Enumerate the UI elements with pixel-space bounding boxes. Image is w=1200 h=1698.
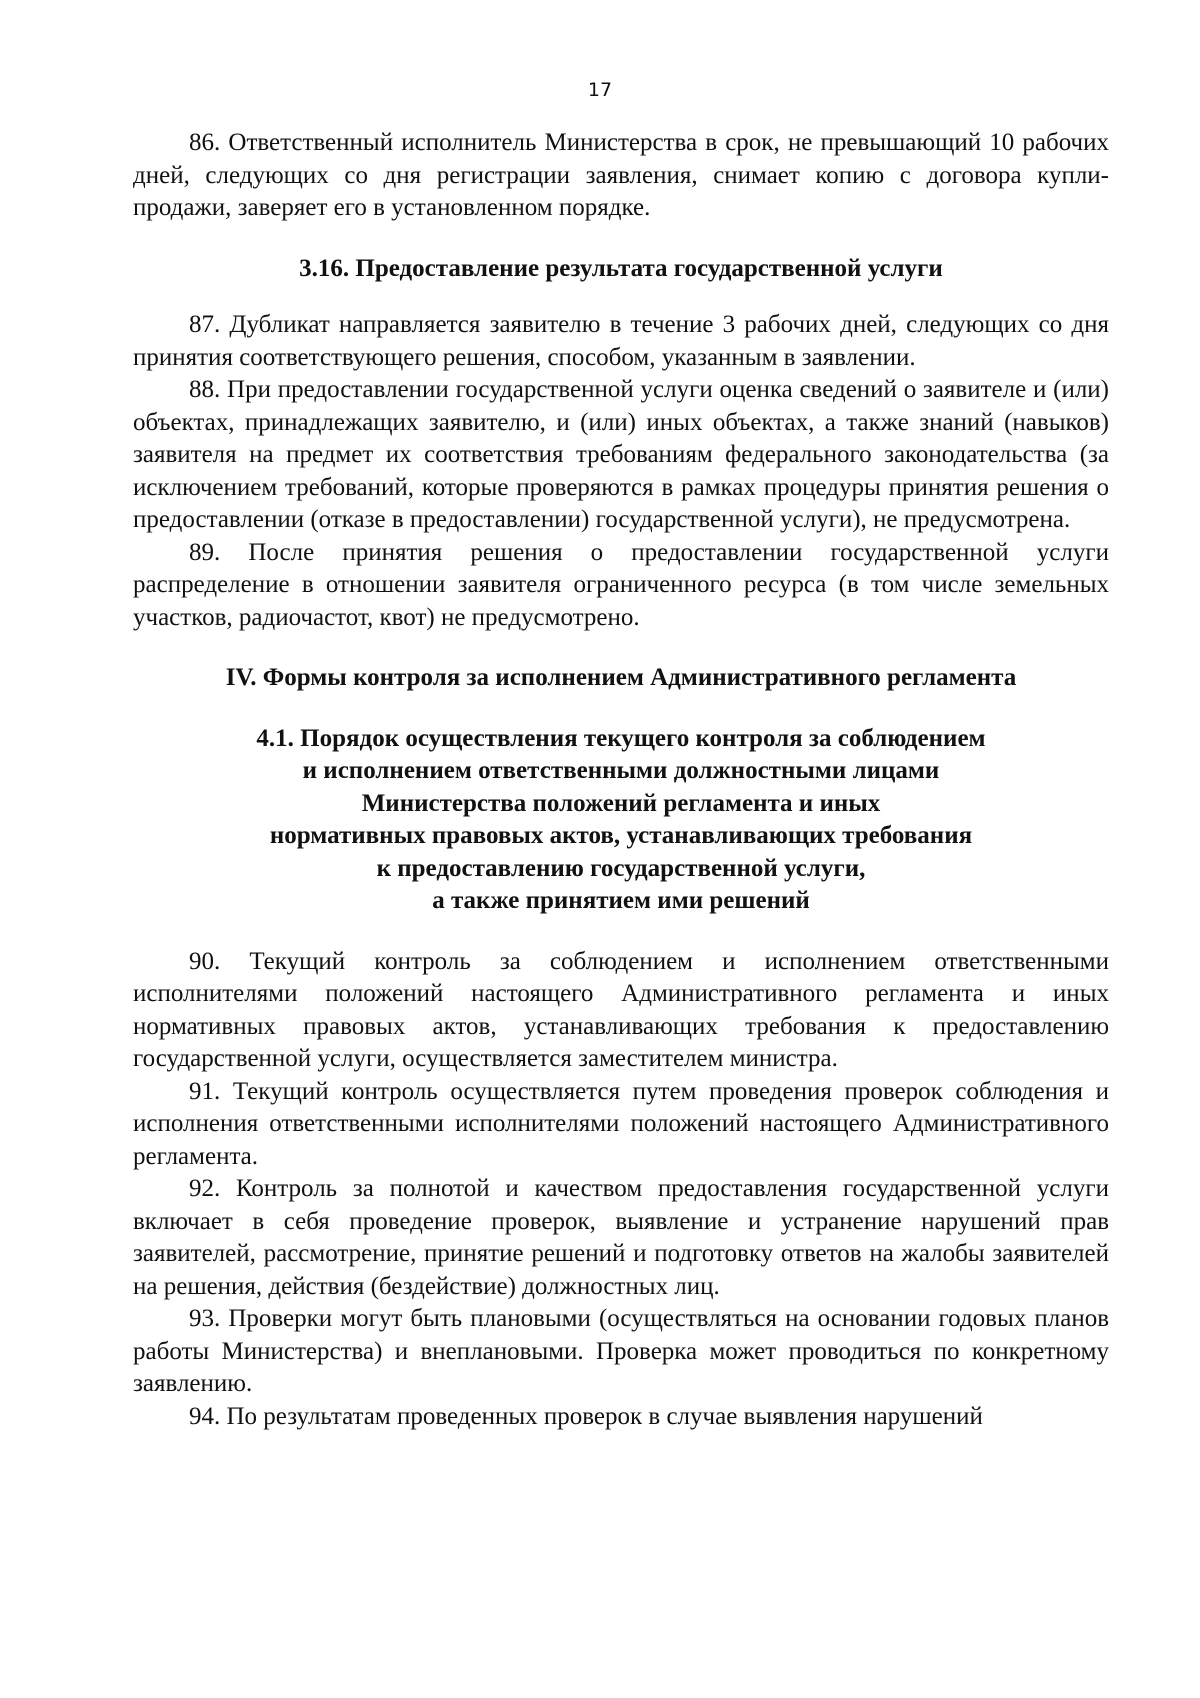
heading-line: к предоставлению государственной услуги, [376,854,866,882]
spacer [133,634,1109,662]
paragraph-90: 90. Текущий контроль за соблюдением и исполнением ответственными исполнителями положений настоящего Административного регламента и иных нормативных правовых актов, устанавливающих требования к предоставлению государственной услуги, осуществляется заместителем министра. [133,947,1109,1072]
paragraph-86: 86. Ответственный исполнитель Министерства в срок, не превышающий 10 рабочих дней, следующих со дня регистрации заявления, снимает копию с договора купли-продажи, заверяет его в установленном порядке. [133,129,1109,221]
heading-line: и исполнением ответственными должностными лицами [302,757,940,784]
paragraph-88: 88. При предоставлении государственной услуги оценка сведений о заявителе и (или) объектах, принадлежащих заявителю, и (или) иных объектах, а также знаний (навыков) заявителя на предмет их соответствия требованиям федерального законодательства (за исключением требований, которые проверяются в рамках процедуры принятия решения о предоставлении (отказе в предоставлении) государственной услуги), не предусмотрена. [133,376,1109,533]
document-body [133,127,1109,1433]
chapter-heading-iv: IV. Формы контроля за исполнением Административного регламента [225,664,1017,691]
spacer [133,695,1109,723]
paragraph-89: 89. После принятия решения о предоставлении государственной услуги распределение в отношении заявителя ограниченного ресурса (в том числе земельных участков, радиочастот, квот) не предусмотрено. [133,538,1109,631]
spacer [133,225,1109,253]
spacer [133,918,1109,946]
page-number: 17 [587,79,613,101]
paragraph-93: 93. Проверки могут быть плановыми (осуществляться на основании годовых планов работы Министерства) и внеплановыми. Проверка может проводиться по конкретному заявлению. [133,1305,1109,1397]
heading-line: нормативных правовых актов, устанавливающих требования [269,822,973,849]
section-heading-4-1 [133,723,1109,918]
heading-line: а также принятием ими решений [432,887,810,914]
paragraph-87: 87. Дубликат направляется заявителю в течение 3 рабочих дней, следующих со дня принятия соответствующего решения, способом, указанным в заявлении. [133,311,1109,371]
spacer [133,285,1109,309]
paragraph-91: 91. Текущий контроль осуществляется путем проведения проверок соблюдения и исполнения ответственными исполнителями положений настоящего Административного регламента. [133,1077,1109,1170]
paragraph-94: 94. По результатам проведенных проверок в случае выявления нарушений [189,1402,983,1430]
heading-line: 4.1. Порядок осуществления текущего контроля за соблюдением [256,724,986,752]
section-heading-3-16: 3.16. Предоставление результата государственной услуги [299,254,943,282]
paragraph-92: 92. Контроль за полнотой и качеством предоставления государственной услуги включает в себя проведение проверок, выявление и устранение нарушений прав заявителей, рассмотрение, принятие решений и подготовку ответов на жалобы заявителей на решения, действия (бездействие) должностных лиц. [133,1175,1109,1300]
heading-line: Министерства положений регламента и иных [361,789,881,817]
